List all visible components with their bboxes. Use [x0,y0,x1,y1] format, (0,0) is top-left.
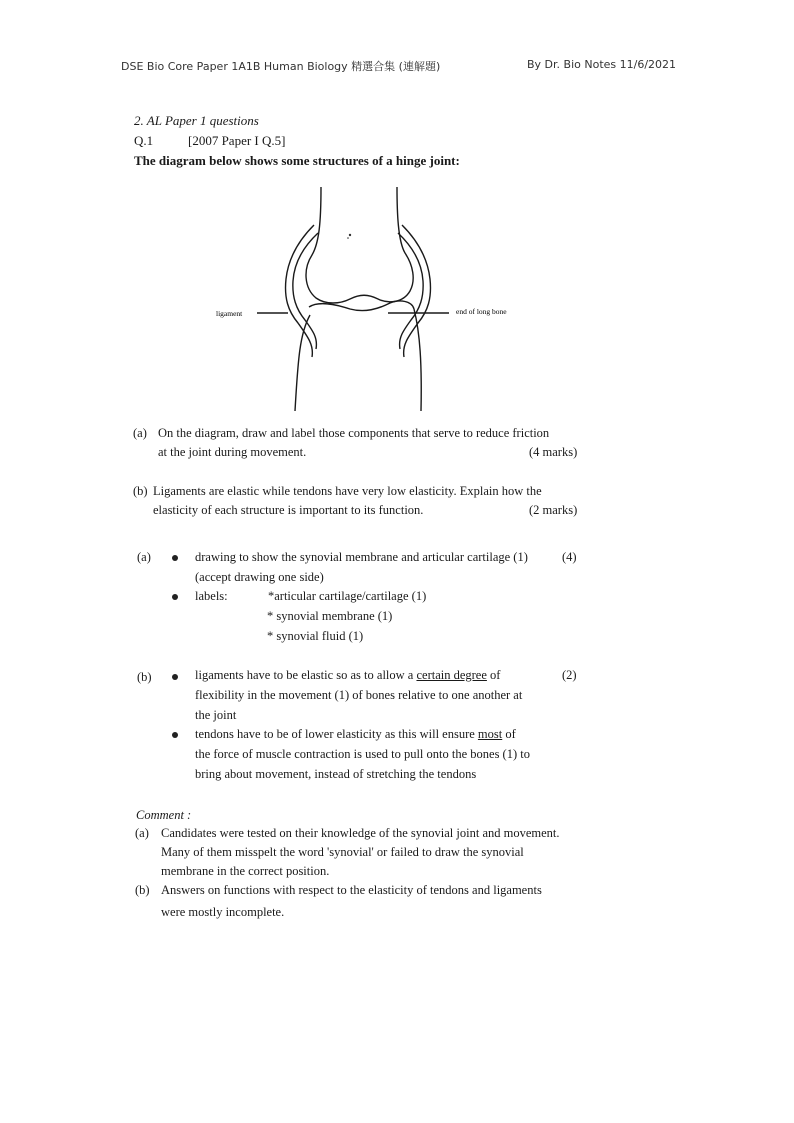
answer-a-letter: (a) [137,550,151,564]
bullet-icon [172,674,178,680]
hinge-joint-diagram [200,183,540,413]
answer-a-label3: * synovial fluid (1) [267,629,364,643]
bullet-icon [172,732,178,738]
answer-a-line2: (accept drawing one side) [195,570,324,584]
comment-a-line1: Candidates were tested on their knowledge of the synovial joint and movement. [161,826,560,840]
answer-a-label1: *articular cartilage/cartilage (1) [268,589,427,603]
answer-b-marks: (2) [562,668,577,682]
part-a-marks: (4 marks) [529,445,578,459]
answer-b-point1-line2: flexibility in the movement (1) of bones relative to one another at [195,688,523,702]
comment-b-line2: were mostly incomplete. [161,905,285,919]
part-a-line1: On the diagram, draw and label those components that serve to reduce friction [158,426,550,440]
bullet-icon [172,555,178,561]
question-intro: The diagram below shows some structures of a hinge joint: [134,153,460,168]
part-a-letter: (a) [133,426,147,440]
part-b-line1: Ligaments are elastic while tendons have very low elasticity. Explain how the [153,484,542,498]
page-header-author-date: By Dr. Bio Notes 11/6/2021 [527,58,677,71]
bullet-icon [172,594,178,600]
answer-a-line1: drawing to show the synovial membrane and articular cartilage (1) [195,550,528,564]
section-title: 2. AL Paper 1 questions [134,113,259,128]
comment-b-line1: Answers on functions with respect to the elasticity of tendons and ligaments [161,883,542,897]
part-b-marks: (2 marks) [529,503,578,517]
answer-b-point2-line3: bring about movement, instead of stretching the tendons [195,767,477,781]
part-b-letter: (b) [133,484,148,498]
answer-b-point1-line1: ligaments have to be elastic so as to allow a certain degree of [195,668,501,682]
comment-a-letter: (a) [135,826,149,840]
answer-a-label2: * synovial membrane (1) [267,609,393,623]
part-b-line2: elasticity of each structure is important to its function. [153,503,424,517]
diagram-label-ligament: ligament [216,309,243,318]
answer-b-point2-line2: the force of muscle contraction is used to pull onto the bones (1) to [195,747,530,761]
part-a-line2: at the joint during movement. [158,445,307,459]
comment-a-line3: membrane in the correct position. [161,864,330,878]
comment-a-line2: Many of them misspelt the word 'synovial' or failed to draw the synovial [161,845,524,859]
question-source: [2007 Paper I Q.5] [188,133,286,148]
answer-b-point1-line3: the joint [195,708,237,722]
answer-a-marks: (4) [562,550,577,564]
page-header-title: DSE Bio Core Paper 1A1B Human Biology 精選合集 (連解題) [121,60,441,73]
comment-b-letter: (b) [135,883,150,897]
diagram-label-end-of-long-bone: end of long bone [456,307,507,316]
comment-title: Comment : [136,808,192,822]
answer-b-point2-line1: tendons have to be of lower elasticity as this will ensure most of [195,727,516,741]
question-number: Q.1 [134,133,154,148]
answer-a-labels-title: labels: [195,589,228,603]
answer-b-letter: (b) [137,670,152,684]
